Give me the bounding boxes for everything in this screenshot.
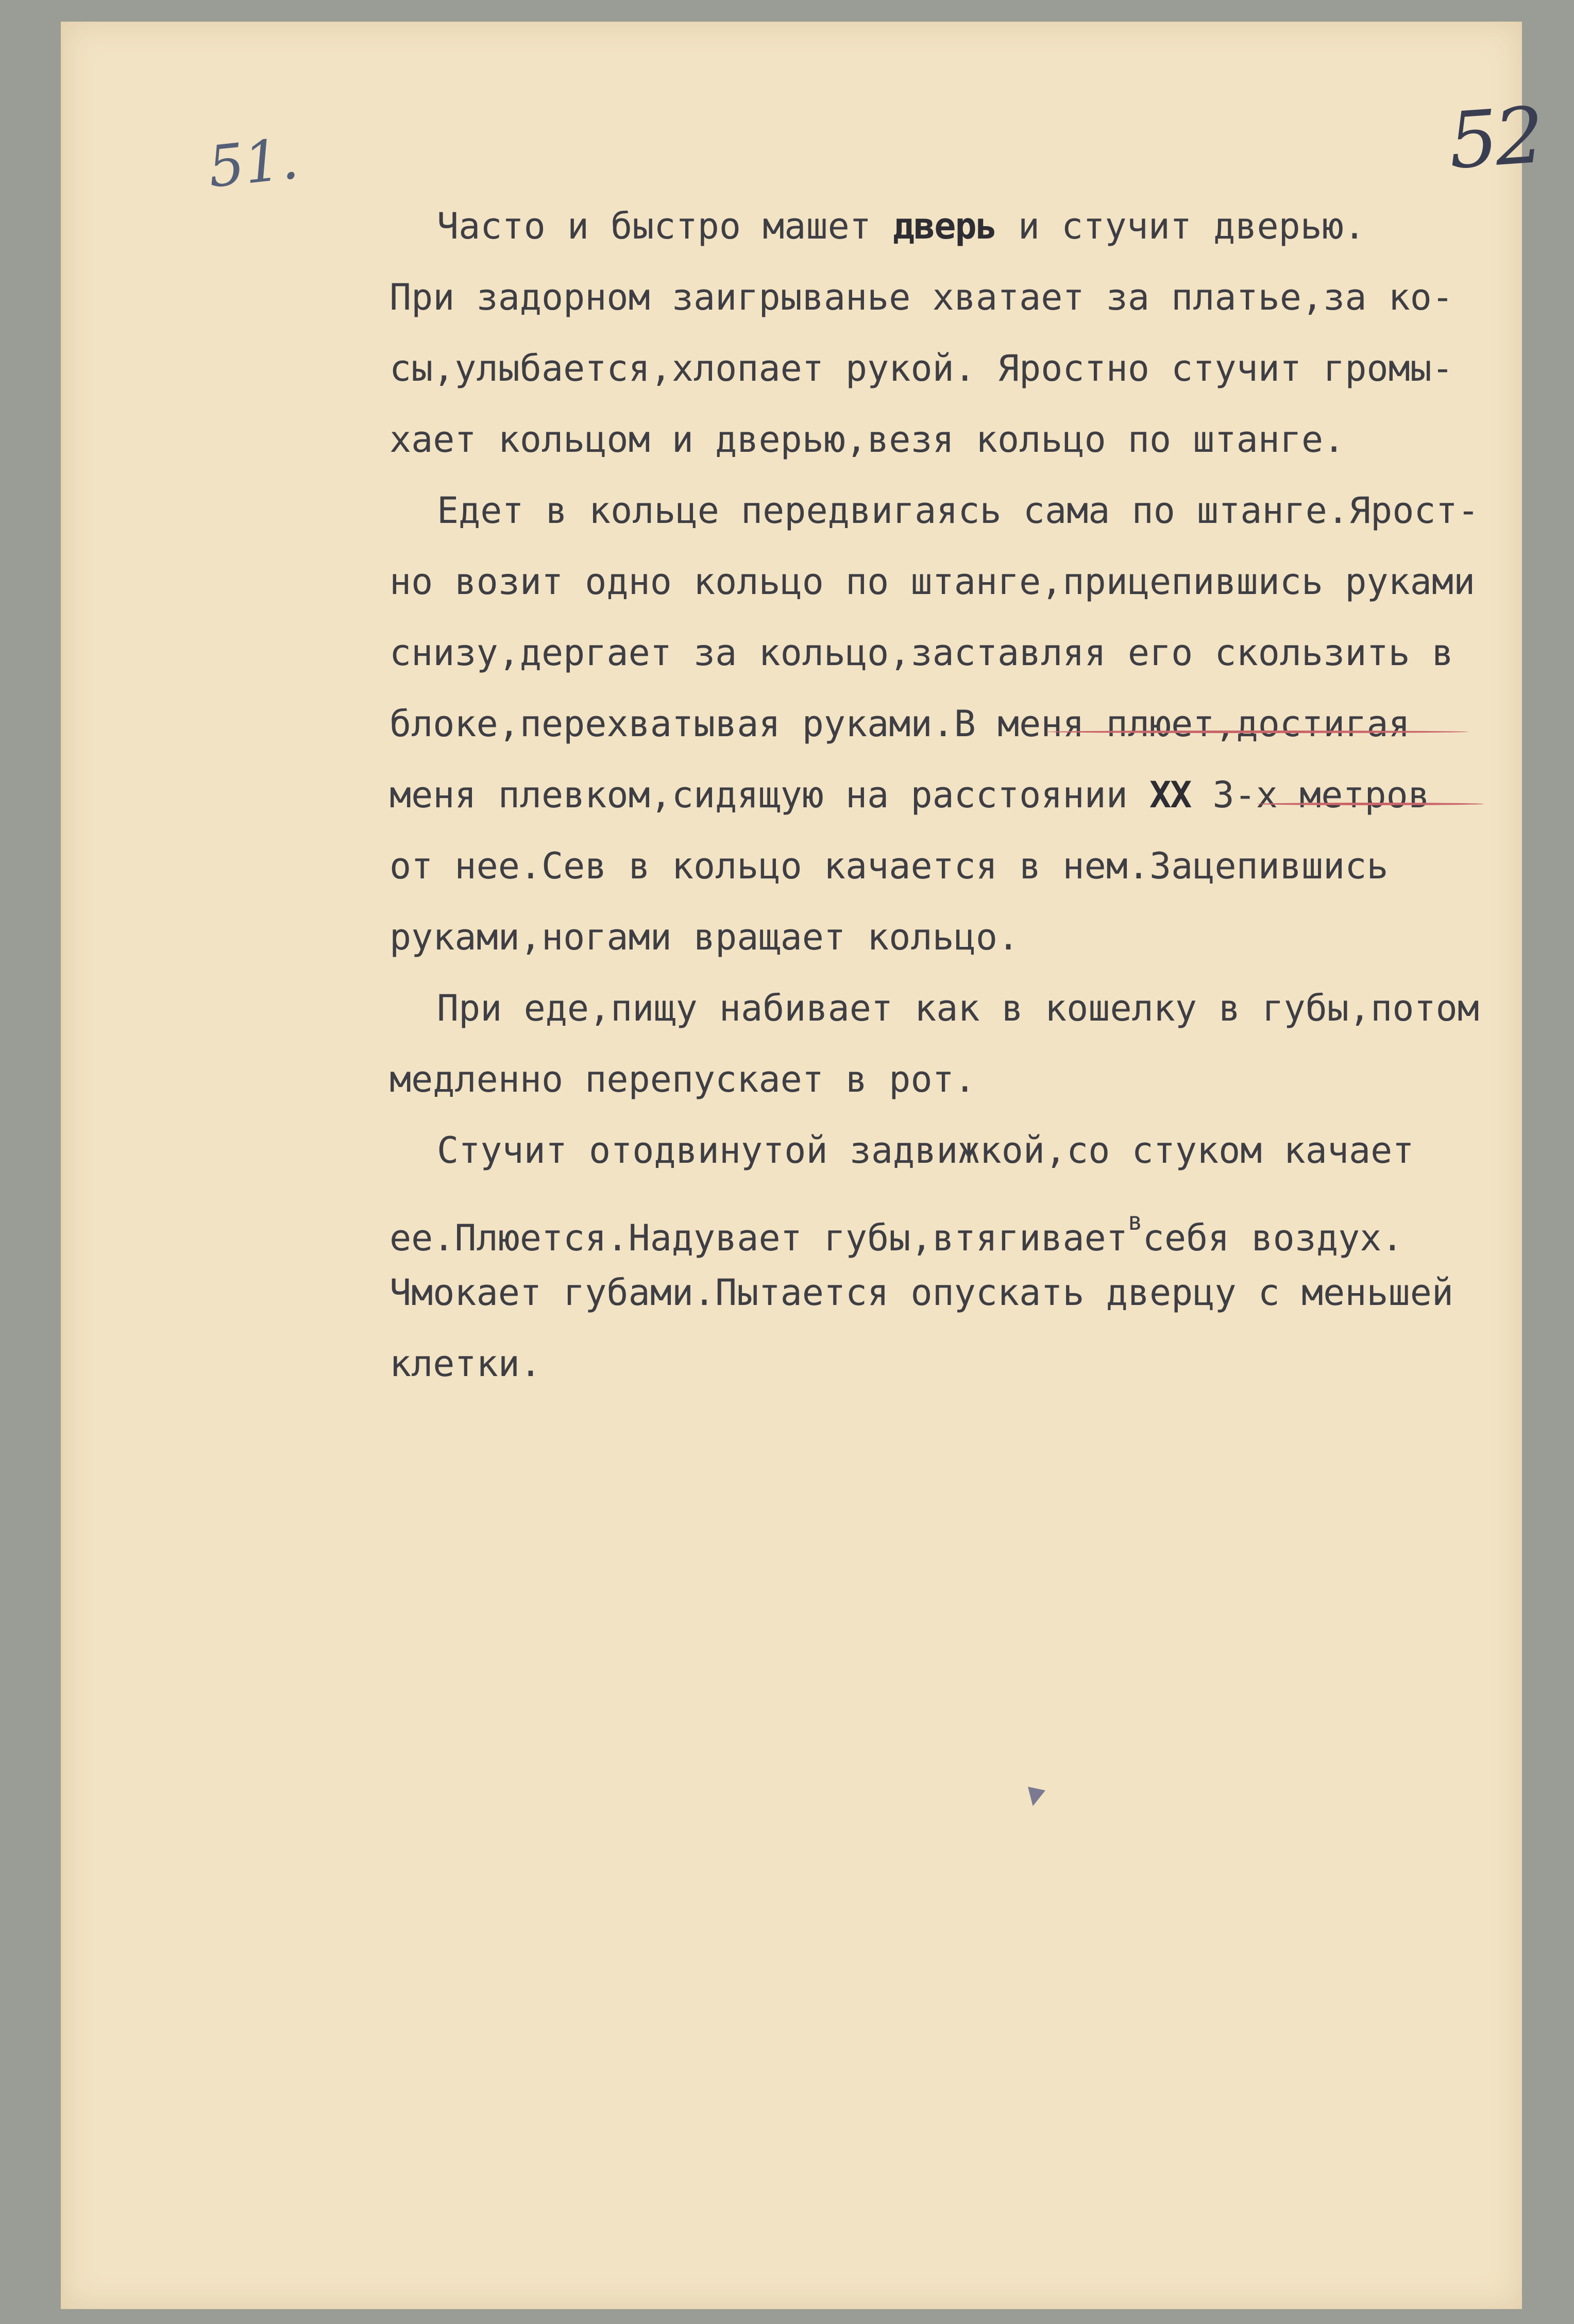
red-underline-mark [1046,731,1468,733]
text-segment: Чмокает губами.Пытается опускать дверцу с меньшей [390,1271,1454,1314]
text-segment: Часто и быстро машет [437,205,893,247]
text-segment: от нее.Сев в кольцо качается в нем.Зацепившись [390,845,1389,887]
text-segment: блоке,перехватывая руками.В меня плюет,достигая [390,703,1410,745]
text-segment: 3-х метров [1191,774,1430,816]
text-line [390,262,1538,333]
text-segment: руками,ногами вращает кольцо. [390,916,1020,958]
text-segment: ее.Плюется.Надувает губы,втягивает [390,1217,1128,1259]
text-segment: меня плевком,сидящую на расстоянии [390,774,1150,816]
text-line [390,688,1538,759]
text-line [390,191,1538,262]
text-segment: При еде,пищу набивает как в кошелку в губы,потом [437,987,1479,1029]
text-segment: и стучит дверью. [996,205,1366,247]
red-underline-mark [1257,803,1484,805]
text-line [390,475,1538,546]
text-line [390,617,1538,688]
text-segment: При задорном заигрываньe хватает за платье,за ко- [390,276,1454,318]
text-line [390,759,1538,830]
text-line [390,546,1538,617]
text-line [390,1257,1538,1328]
struck-out-text: дверь [893,205,996,247]
text-line [390,973,1538,1044]
text-segment: но возит одно кольцо по штанге,прицепившись руками [390,561,1476,603]
ink-mark-icon: ▾ [1022,1772,1049,1817]
struck-out-text: XX [1149,774,1191,816]
text-line [390,1186,1538,1257]
text-segment: клетки. [390,1343,542,1385]
text-segment: хает кольцом и дверью,везя кольцо по штанге. [390,418,1345,461]
text-line [390,830,1538,902]
text-segment: медленно перепускает в рот. [390,1058,976,1100]
text-segment: Едет в кольце передвигаясь сама по штанге.Ярост- [437,489,1479,532]
text-line [390,1115,1538,1186]
inserted-letter: в [1127,1207,1143,1236]
folio-number-left: 51. [205,125,302,200]
text-segment: сы,улыбается,хлопает рукой. Яростно стучит громы- [390,347,1454,389]
text-line [390,902,1538,973]
text-line [390,1044,1538,1115]
text-line [390,333,1538,404]
text-line [390,404,1538,475]
text-segment: себя воздух. [1142,1217,1403,1259]
text-segment: снизу,дергает за кольцо,заставляя его скользить в [390,632,1454,674]
text-segment: Стучит отодвинутой задвижкой,со стуком качает [437,1129,1414,1172]
folio-number-right: 52 [1446,90,1544,187]
typed-body-text [390,191,1538,1399]
text-line [390,1328,1538,1399]
